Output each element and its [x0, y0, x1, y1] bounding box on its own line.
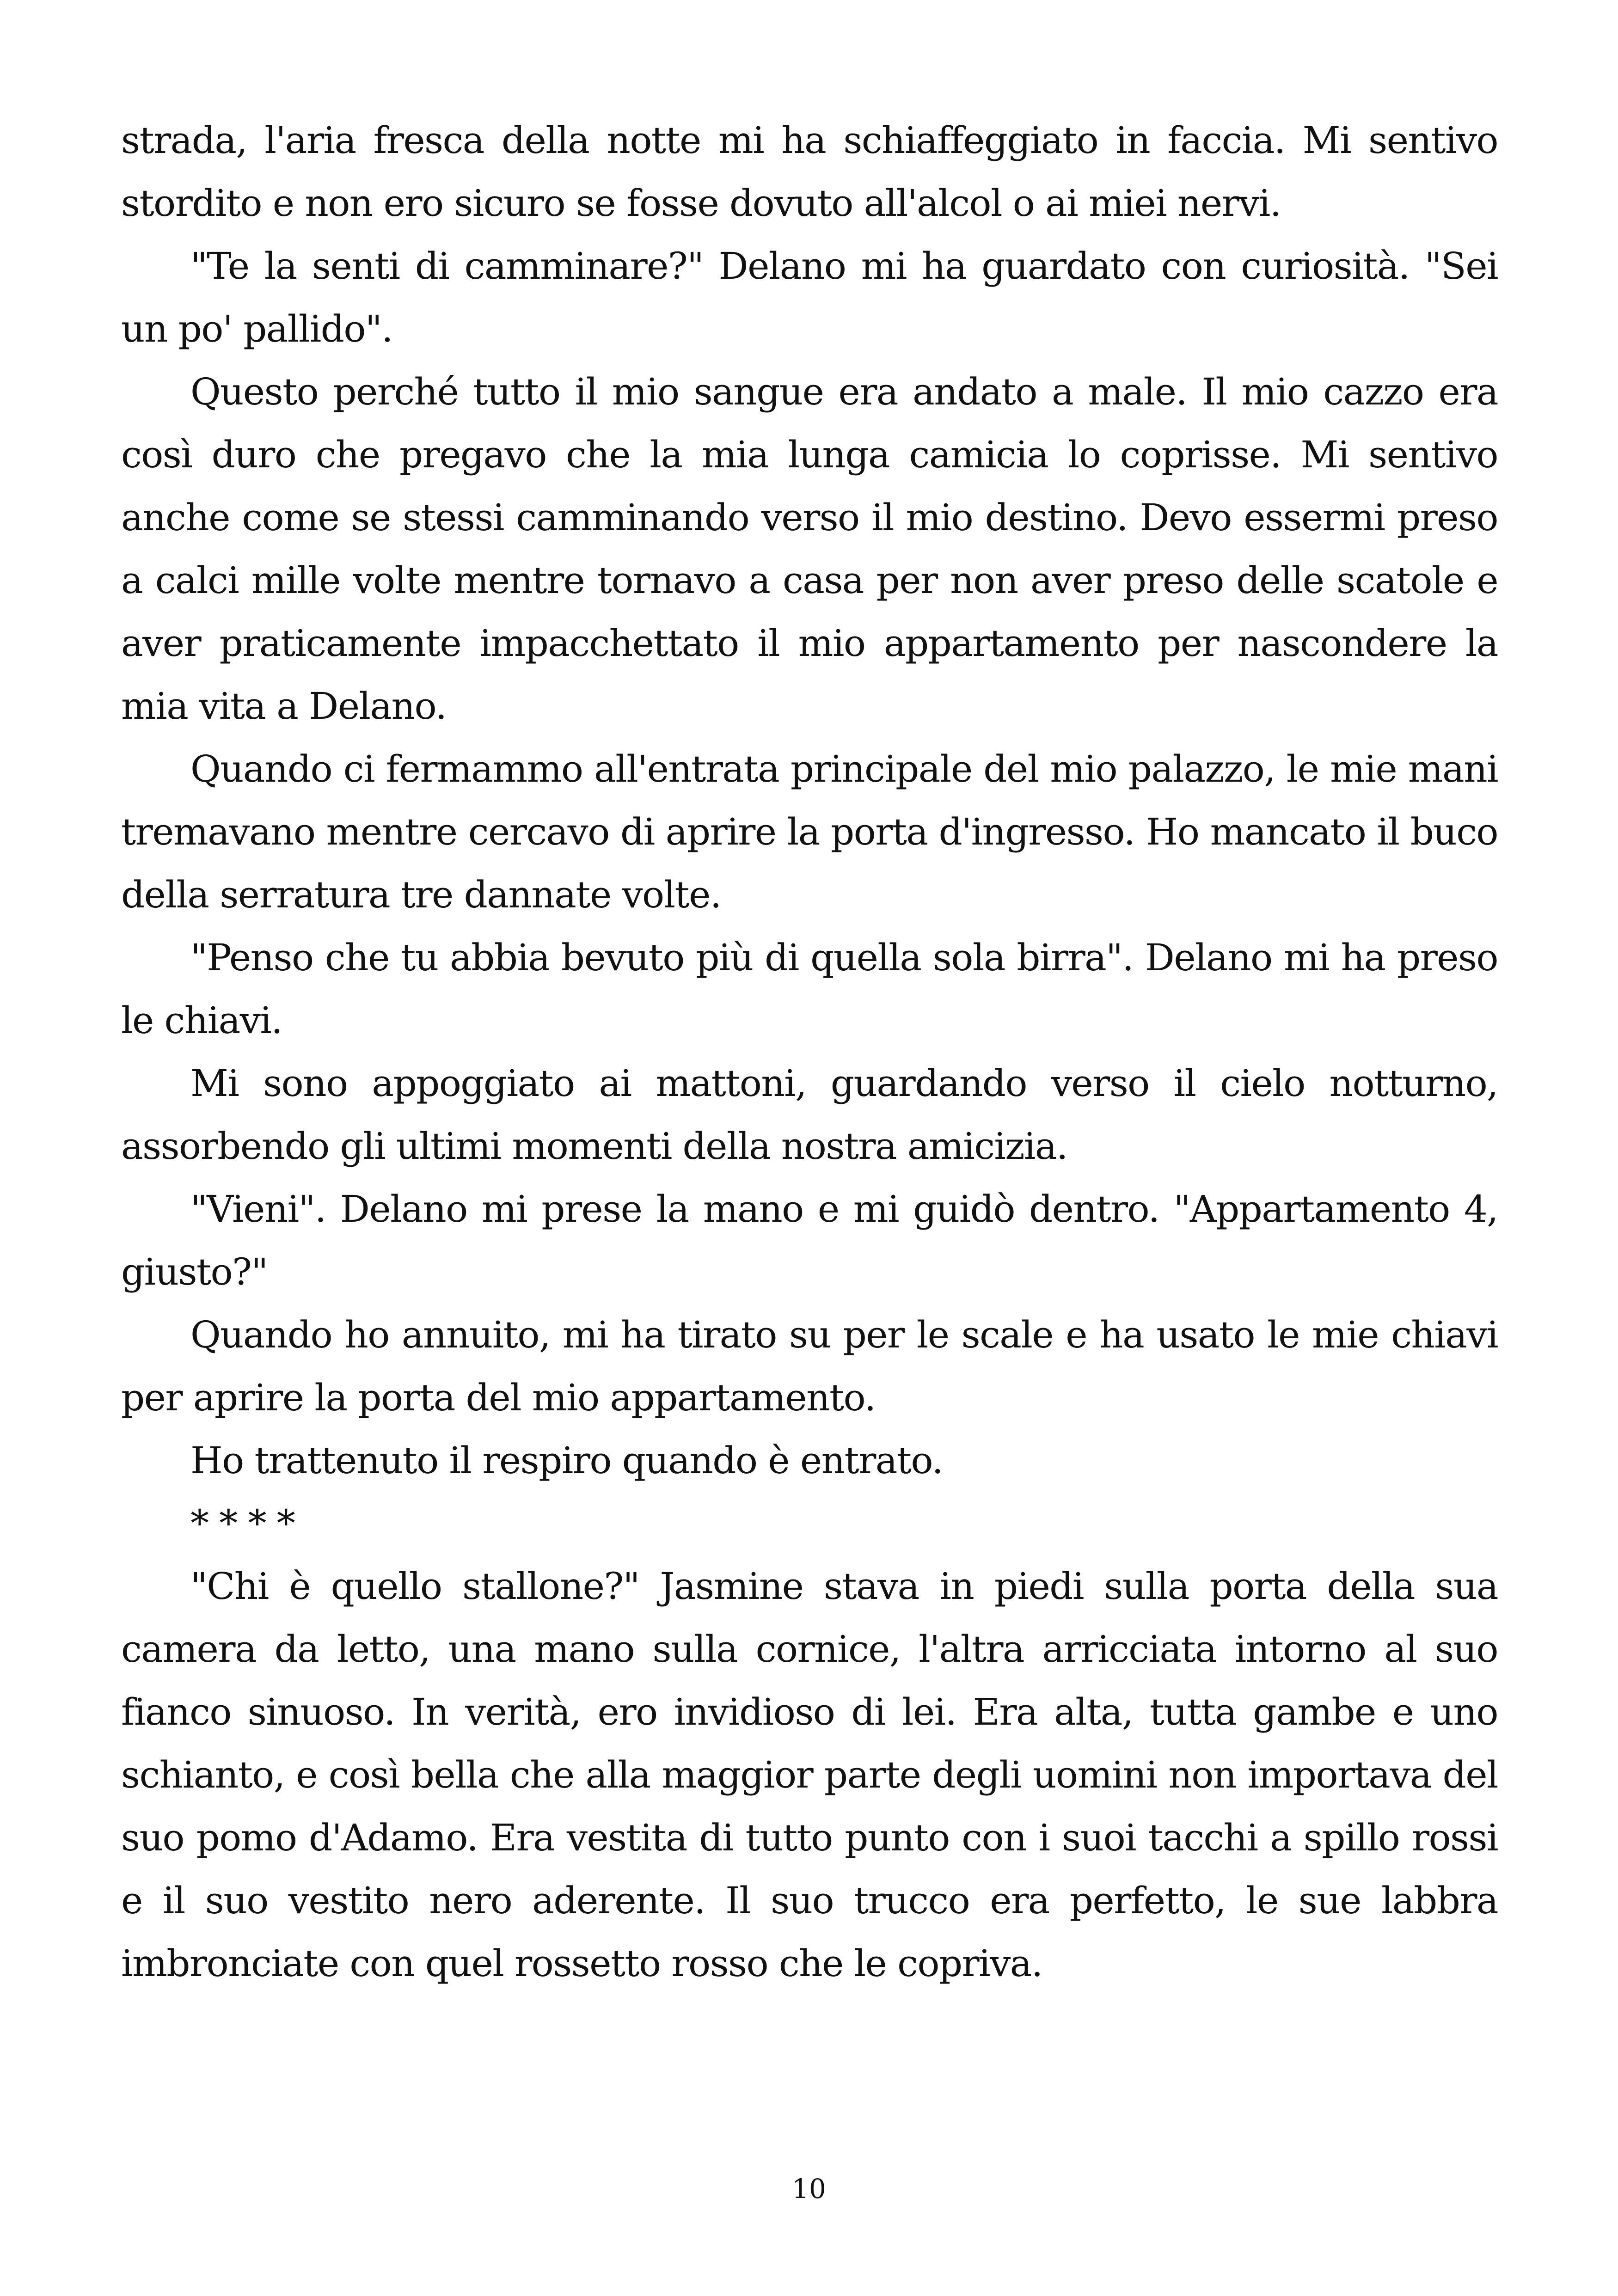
page-number: 10 [792, 2173, 826, 2204]
paragraph-3: Questo perché tutto il mio sangue era andato a male. Il mio cazzo era così duro che pregavo che la mia lunga camicia lo coprisse. Mi sentivo anche come se stessi camminando verso il mio destino. Devo essermi preso a calci mille volte mentre tornavo a casa per non aver preso delle scatole e aver praticamente impacchettato il mio appartamento per nascondere la mia vita a Delano. [121, 370, 1498, 728]
paragraph-9: Ho trattenuto il respiro quando è entrato. [190, 1439, 943, 1482]
paragraph-7: "Vieni". Delano mi prese la mano e mi guidò dentro. "Appartamento 4, giusto?" [121, 1188, 1498, 1293]
paragraph-10: "Chi è quello stallone?" Jasmine stava in piedi sulla porta della sua camera da letto, una mano sulla cornice, l'altra arricciata intorno al suo fianco sinuoso. In verità, ero invidioso di lei. Era alta, tutta gambe e uno schianto, e così bella che alla maggior parte degli uomini non importava del suo pomo d'Adamo. Era vestita di tutto punto con i suoi tacchi a spillo rossi e il suo vestito nero aderente. Il suo trucco era perfetto, le sue labbra imbronciate con quel rossetto rosso che le copriva. [121, 1565, 1498, 1985]
paragraph-1: strada, l'aria fresca della notte mi ha schiaffeggiato in faccia. Mi sentivo stordito e non ero sicuro se fosse dovuto all'alcol o ai miei nervi. [121, 119, 1498, 225]
paragraph-4: Quando ci fermammo all'entrata principale del mio palazzo, le mie mani tremavano mentre cercavo di aprire la porta d'ingresso. Ho mancato il buco della serratura tre dannate volte. [121, 747, 1498, 916]
paragraph-6: Mi sono appoggiato ai mattoni, guardando verso il cielo notturno, assorbendo gli ultimi momenti della nostra amicizia. [121, 1062, 1498, 1168]
paragraph-8: Quando ho annuito, mi ha tirato su per le scale e ha usato le mie chiavi per aprire la porta del mio appartamento. [121, 1313, 1498, 1419]
paragraph-5: "Penso che tu abbia bevuto più di quella sola birra". Delano mi ha preso le chiavi. [121, 936, 1498, 1042]
paragraph-2: "Te la senti di camminare?" Delano mi ha guardato con curiosità. "Sei un po' pallido". [121, 245, 1498, 350]
scene-separator: * * * * [190, 1502, 295, 1545]
body-text [121, 109, 1498, 1995]
